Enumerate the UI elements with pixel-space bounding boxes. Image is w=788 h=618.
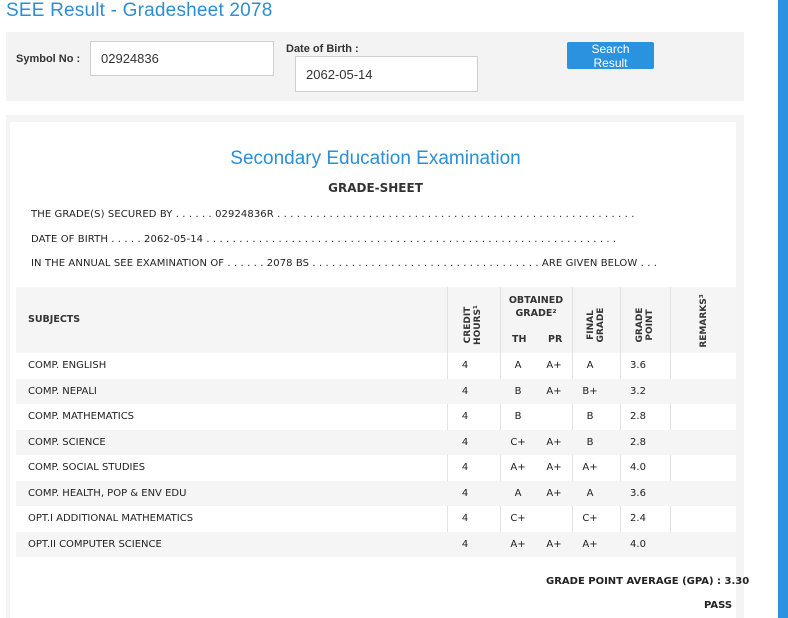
table-row [16, 455, 736, 480]
pr-grade-cell [536, 404, 572, 429]
header-credit-hours: CREDIT HOURS¹ [463, 305, 483, 345]
subject-cell: COMP. MATHEMATICS [28, 411, 135, 422]
grade-point-cell: 3.2 [630, 385, 646, 397]
secured-by-line: THE GRADE(S) SECURED BY . . . . . . 02924836R . . . . . . . . . . . . . . . . . . . . . . . . . . . . . . . . . . . . . . . . . . . . . . . . . . . . . . . [31, 209, 635, 220]
grade-point-cell: 2.8 [630, 411, 646, 422]
pr-grade-cell: A+ [546, 538, 562, 550]
final-grade-cell: B [586, 436, 594, 448]
right-accent-bar [778, 0, 788, 618]
final-grade-cell: A+ [582, 462, 598, 473]
table-row [16, 430, 736, 455]
subject-cell: COMP. SCIENCE [28, 436, 106, 448]
grade-point-cell: 4.0 [630, 538, 646, 550]
symbol-label: Symbol No : [16, 53, 81, 65]
table-row [16, 506, 736, 531]
subject-cell: COMP. ENGLISH [28, 360, 107, 371]
th-grade-cell: C+ [510, 513, 526, 524]
credit-cell: 4 [461, 360, 469, 371]
table-row [16, 379, 736, 404]
credit-cell: 4 [461, 436, 469, 448]
table-row [16, 481, 736, 506]
credit-cell: 4 [461, 385, 469, 397]
final-grade-cell: B [586, 411, 594, 422]
grade-point-cell: 2.8 [630, 436, 646, 448]
header-grade-point: GRADE POINT [635, 307, 655, 343]
exam-title: Secondary Education Examination [230, 148, 521, 169]
pr-grade-cell: A+ [546, 462, 562, 473]
header-remarks: REMARKS³ [699, 294, 709, 348]
symbol-input[interactable]: 02924836 [90, 41, 274, 76]
subject-cell: OPT.II COMPUTER SCIENCE [28, 538, 162, 550]
gpa-text: GRADE POINT AVERAGE (GPA) : 3.30 [546, 576, 750, 587]
table-row [16, 532, 736, 557]
th-grade-cell: A [514, 360, 522, 371]
header-th: TH [512, 334, 527, 345]
header-subjects: SUBJECTS [28, 314, 81, 325]
final-grade-cell: A [586, 487, 594, 499]
pr-grade-cell: A+ [546, 360, 562, 371]
credit-cell: 4 [461, 513, 469, 524]
credit-cell: 4 [461, 487, 469, 499]
subject-cell: OPT.I ADDITIONAL MATHEMATICS [28, 513, 194, 524]
final-grade-cell: B+ [582, 385, 598, 397]
th-grade-cell: A [514, 487, 522, 499]
gradesheet-title: GRADE-SHEET [328, 181, 423, 195]
table-row [16, 404, 736, 429]
dob-input[interactable]: 2062-05-14 [295, 56, 478, 92]
credit-cell: 4 [461, 538, 469, 550]
header-final-grade: FINAL GRADE [586, 307, 606, 343]
th-grade-cell: B [514, 385, 522, 397]
subject-cell: COMP. SOCIAL STUDIES [28, 462, 146, 473]
table-header [16, 287, 736, 353]
th-grade-cell: A+ [510, 462, 526, 473]
pr-grade-cell [536, 506, 572, 531]
final-grade-cell: A+ [582, 538, 598, 550]
credit-cell: 4 [461, 462, 469, 473]
pr-grade-cell: A+ [546, 436, 562, 448]
search-result-button[interactable]: Search Result [567, 42, 654, 69]
table-row [16, 353, 736, 378]
result-text: PASS [704, 600, 733, 611]
th-grade-cell: C+ [510, 436, 526, 448]
th-grade-cell: B [514, 411, 522, 422]
header-obtained-grade: OBTAINED GRADE² [508, 295, 564, 319]
pr-grade-cell: A+ [546, 385, 562, 397]
final-grade-cell: A [586, 360, 594, 371]
th-grade-cell: A+ [510, 538, 526, 550]
grade-point-cell: 3.6 [630, 360, 646, 371]
credit-cell: 4 [461, 411, 469, 422]
exam-year-line: IN THE ANNUAL SEE EXAMINATION OF . . . . . . 2078 BS . . . . . . . . . . . . . . . . . . . . . . . . . . . . . . . . . . . ARE GIVEN BELOW . . . [31, 258, 658, 269]
subject-cell: COMP. NEPALI [28, 385, 97, 397]
grade-point-cell: 4.0 [630, 462, 646, 473]
header-pr: PR [548, 334, 563, 345]
subject-cell: COMP. HEALTH, POP & ENV EDU [28, 487, 187, 499]
pr-grade-cell: A+ [546, 487, 562, 499]
page-title: SEE Result - Gradesheet 2078 [6, 0, 273, 21]
dob-label: Date of Birth : [286, 43, 359, 55]
final-grade-cell: C+ [582, 513, 598, 524]
grade-point-cell: 3.6 [630, 487, 646, 499]
dob-line: DATE OF BIRTH . . . . . 2062-05-14 . . . . . . . . . . . . . . . . . . . . . . . . . . . . . . . . . . . . . . . . . . . . . . . . . . . . . . . . . . . . . . . [31, 234, 617, 245]
grade-point-cell: 2.4 [630, 513, 646, 524]
